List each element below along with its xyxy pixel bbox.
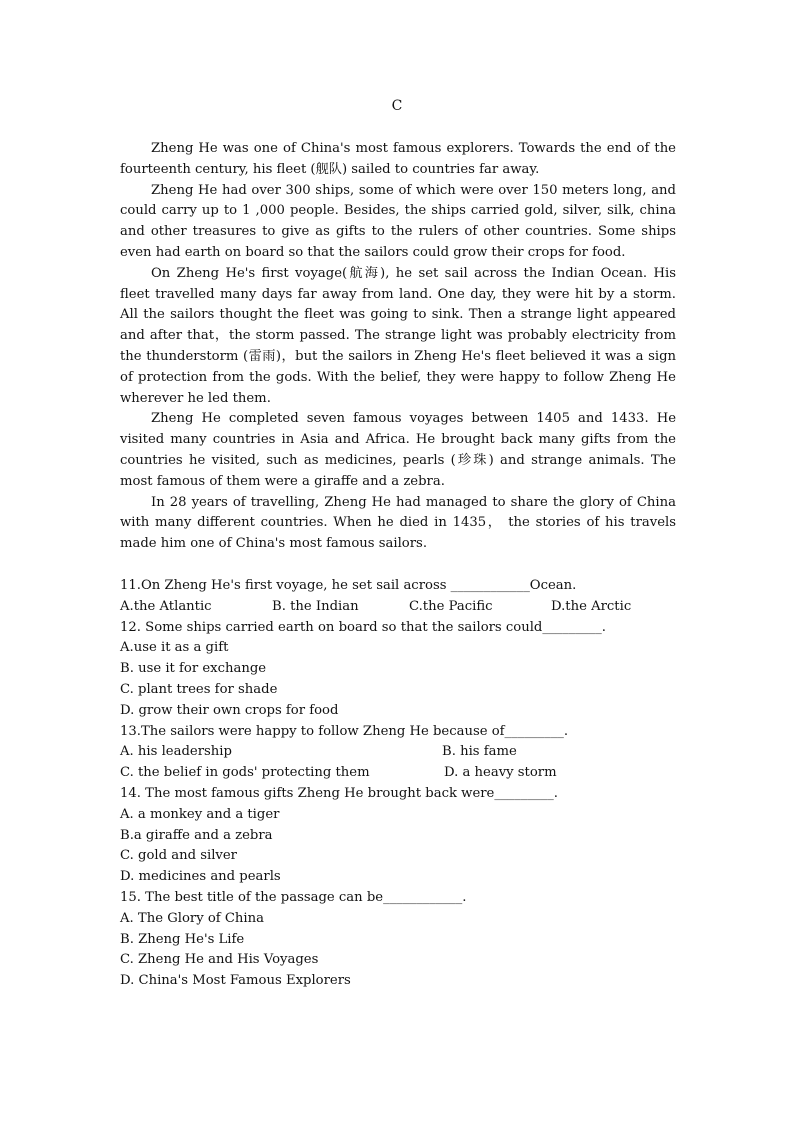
question-13-option-d: D. a heavy storm bbox=[444, 765, 557, 781]
question-14-option-c: C. gold and silver bbox=[120, 848, 237, 864]
question-13-option-b: B. his fame bbox=[442, 744, 517, 760]
question-11-option-b: B. the Indian bbox=[272, 598, 359, 614]
question-14-option-b: B.a giraffe and a zebra bbox=[120, 827, 273, 843]
question-14-stem: 14. The most famous gifts Zheng He brought back were_________. bbox=[120, 785, 558, 801]
question-15-option-b: B. Zheng He's Life bbox=[120, 931, 245, 947]
question-15-option-a: A. The Glory of China bbox=[120, 910, 265, 926]
passage-paragraph-5: In 28 years of travelling, Zheng He had managed to share the glory of China with many different countries. When he died in 1435， the stories of his travels made him one of China's most famous sailors. bbox=[120, 494, 676, 552]
question-13-option-a: A. his leadership bbox=[120, 744, 232, 760]
question-13-option-c: C. the belief in gods' protecting them bbox=[120, 765, 370, 781]
question-list bbox=[120, 576, 680, 992]
question-12-option-a: A.use it as a gift bbox=[120, 640, 229, 656]
question-14-option-a: A. a monkey and a tiger bbox=[120, 806, 280, 822]
passage-paragraph-4: Zheng He completed seven famous voyages between 1405 and 1433. He visited many countries in Asia and Africa. He brought back many gifts from the countries he visited, such as medicines, pearls (珍珠) and strange animals. The most famous of them were a giraffe and a zebra. bbox=[120, 411, 676, 489]
question-15-option-c: C. Zheng He and His Voyages bbox=[120, 952, 319, 968]
question-11-option-c: C.the Pacific bbox=[409, 598, 493, 614]
passage-paragraph-3: On Zheng He's first voyage(航海), he set sail across the Indian Ocean. His fleet travelled many days far away from land. One day, they were hit by a storm. All the sailors thought the fleet was going to sink. Then a strange light appeared and after that，the storm passed. The strange light was probably electricity from the thunderstorm (雷雨)，but the sailors in Zheng He's fleet believed it was a sign of protection from the gods. With the belief, they were happy to follow Zheng He wherever he led them. bbox=[120, 265, 676, 406]
section-label: C bbox=[391, 98, 403, 114]
passage-paragraph-2: Zheng He had over 300 ships, some of which were over 150 meters long, and could carry up to 1 ,000 people. Besides, the ships carried gold, silver, silk, china and other treasures to give as gifts to the rulers of other countries. Some ships even had earth on board so that the sailors could grow their crops for food. bbox=[120, 182, 676, 260]
question-13-options-row-1 bbox=[120, 742, 680, 763]
question-11-option-a: A.the Atlantic bbox=[120, 598, 212, 614]
question-12-option-c: C. plant trees for shade bbox=[120, 681, 278, 697]
question-13-stem: 13.The sailors were happy to follow Zheng He because of_________. bbox=[120, 723, 569, 739]
question-11-stem: 11.On Zheng He's first voyage, he set sail across ____________Ocean. bbox=[120, 578, 577, 593]
question-15-stem: 15. The best title of the passage can be____________. bbox=[120, 889, 467, 905]
question-11-option-d: D.the Arctic bbox=[551, 598, 632, 614]
question-15-option-d: D. China's Most Famous Explorers bbox=[120, 973, 351, 989]
question-11-options bbox=[120, 597, 680, 618]
passage-paragraph-1: Zheng He was one of China's most famous explorers. Towards the end of the fourteenth century, his fleet (舰队) sailed to countries far away. bbox=[120, 141, 676, 177]
question-12-option-d: D. grow their own crops for food bbox=[120, 702, 339, 718]
question-13-options-row-2 bbox=[120, 763, 680, 784]
question-12-stem: 12. Some ships carried earth on board so that the sailors could_________. bbox=[120, 619, 606, 635]
question-12-option-b: B. use it for exchange bbox=[120, 661, 267, 677]
reading-passage bbox=[120, 139, 676, 555]
question-14-option-d: D. medicines and pearls bbox=[120, 869, 281, 885]
